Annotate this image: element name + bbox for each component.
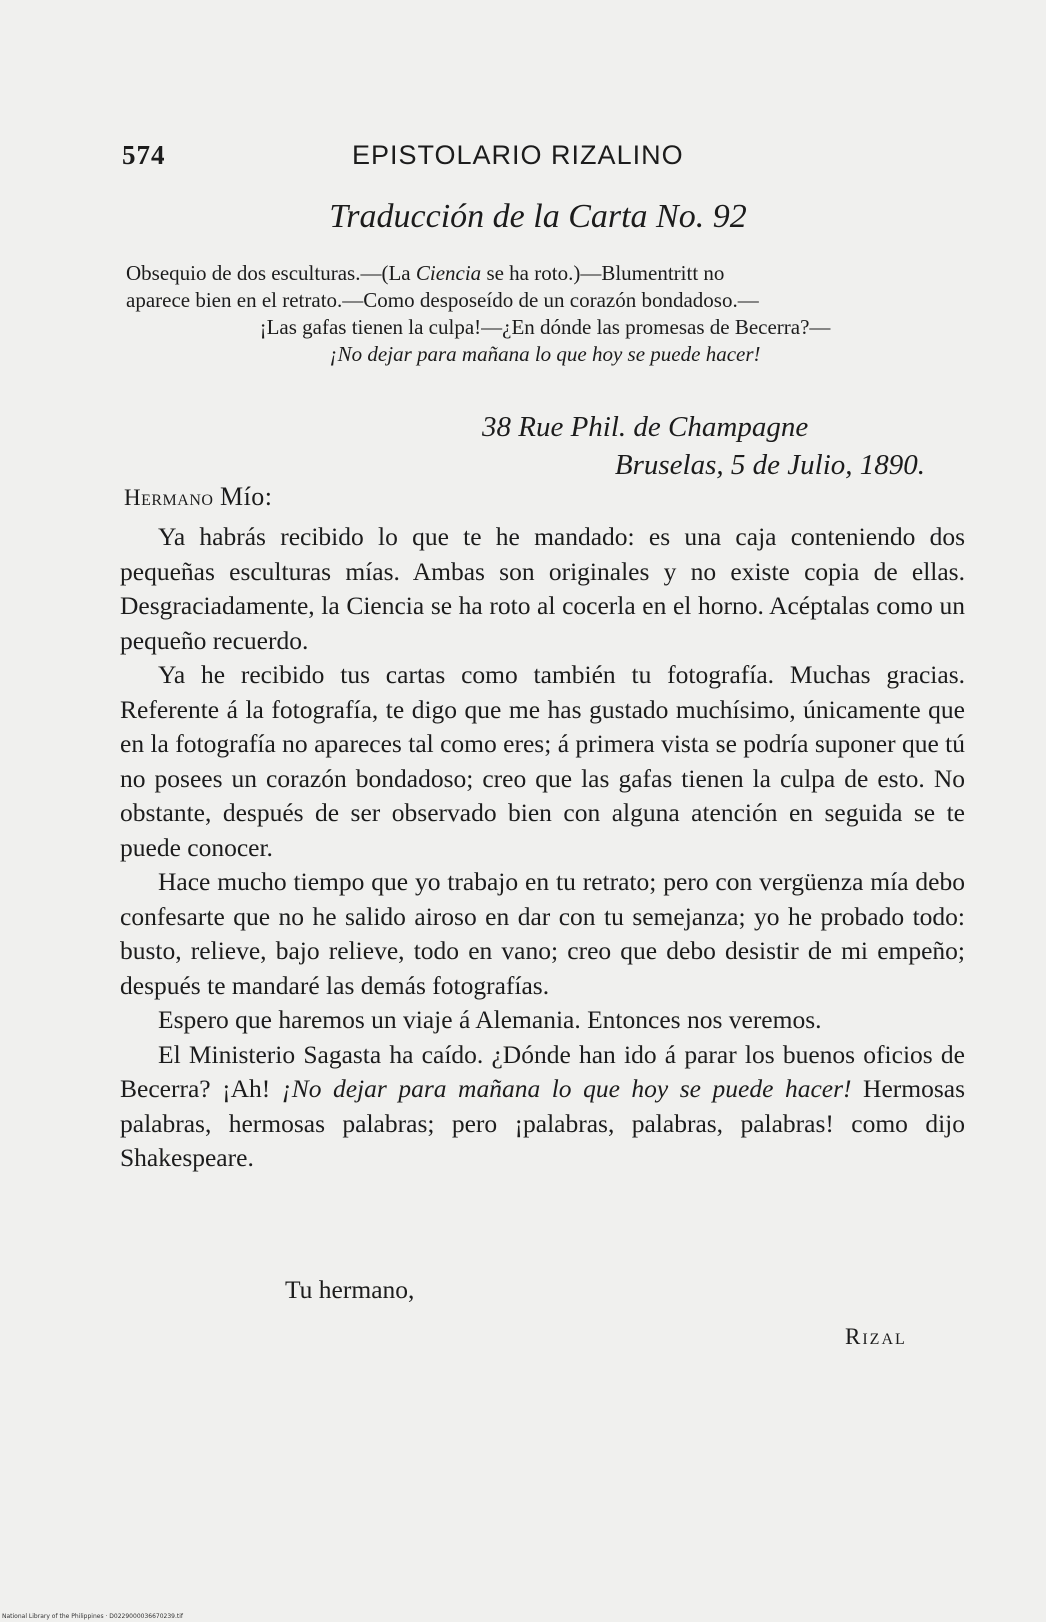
signature: Rizal (845, 1324, 907, 1349)
summary-line-3: ¡Las gafas tienen la culpa!—¿En dónde las promesas de Becerra?— (259, 315, 831, 339)
body-paragraph: Espero que haremos un viaje á Alemania. Entonces nos veremos. (158, 1005, 822, 1034)
sender-address: 38 Rue Phil. de Champagne (482, 411, 809, 443)
place-date: Bruselas, 5 de Julio, 1890. (614, 449, 925, 481)
body-paragraph: Hace mucho tiempo que yo trabajo en tu retrato; pero con vergüenza mía debo confesarte que no he salido airoso en dar con tu semejanza; yo he probado todo: busto, relieve, bajo relieve, todo en vano; creo que debo desistir de mi empeño; después te mandaré las demás fotografías. (120, 867, 965, 1000)
book-title: EPISTOLARIO RIZALINO (352, 140, 684, 170)
body-text-run: Hermosas palabras, hermosas palabras; pero ¡palabras, palabras, palabras! como dijo Shakespeare. (120, 1074, 965, 1172)
salutation-word: Mío: (219, 482, 273, 511)
body-paragraph: Ya he recibido tus cartas como también tu fotografía. Muchas gracias. Referente á la fotografía, te digo que me has gustado muchísimo, únicamente que en la fotografía no apareces tal como eres; á primera vista se podría suponer que tú no posees un corazón bondadoso; creo que las gafas tienen la culpa de esto. No obstante, después de ser observado bien con alguna atención en seguida se te puede conocer. (120, 660, 965, 862)
translation-title: Traducción de la Carta No. 92 (329, 198, 747, 235)
salutation-word: Hermano (124, 485, 214, 510)
body-italic-quote: ¡No dejar para mañana lo que hoy se puede hacer! (281, 1074, 852, 1103)
summary-line-1 (126, 260, 964, 287)
footer-credit: National Library of the Philippines · D0229000036670239.tif (2, 1613, 184, 1620)
body-paragraph (120, 1038, 965, 1176)
page-number: 574 (122, 140, 166, 170)
summary-line-2: aparece bien en el retrato.—Como desposeído de un corazón bondadoso.— (126, 288, 759, 312)
summary-line-4: ¡No dejar para mañana lo que hoy se puede hacer! (329, 342, 761, 366)
summary-italic-word: Ciencia (415, 261, 482, 285)
running-head (122, 140, 742, 180)
salutation (124, 482, 273, 512)
dateline (470, 408, 925, 484)
summary-text: Obsequio de dos esculturas.—(La (126, 261, 416, 285)
summary-text: se ha roto.)—Blumentritt no (481, 261, 725, 285)
body-paragraph: Ya habrás recibido lo que te he mandado: es una caja conteniendo dos pequeñas esculturas mías. Ambas son originales y no existe copia de ellas. Desgraciadamente, la Ciencia se ha roto al cocerla en el horno. Acéptalas como un pequeño recuerdo. (120, 522, 965, 655)
closing: Tu hermano, (285, 1275, 415, 1304)
letter-body (120, 520, 965, 1176)
letter-summary (126, 260, 964, 368)
body-text-run: El Ministerio Sagasta ha caído. ¿Dónde han ido á parar los buenos oficios de Becerra? ¡Ah! (120, 1039, 965, 1103)
